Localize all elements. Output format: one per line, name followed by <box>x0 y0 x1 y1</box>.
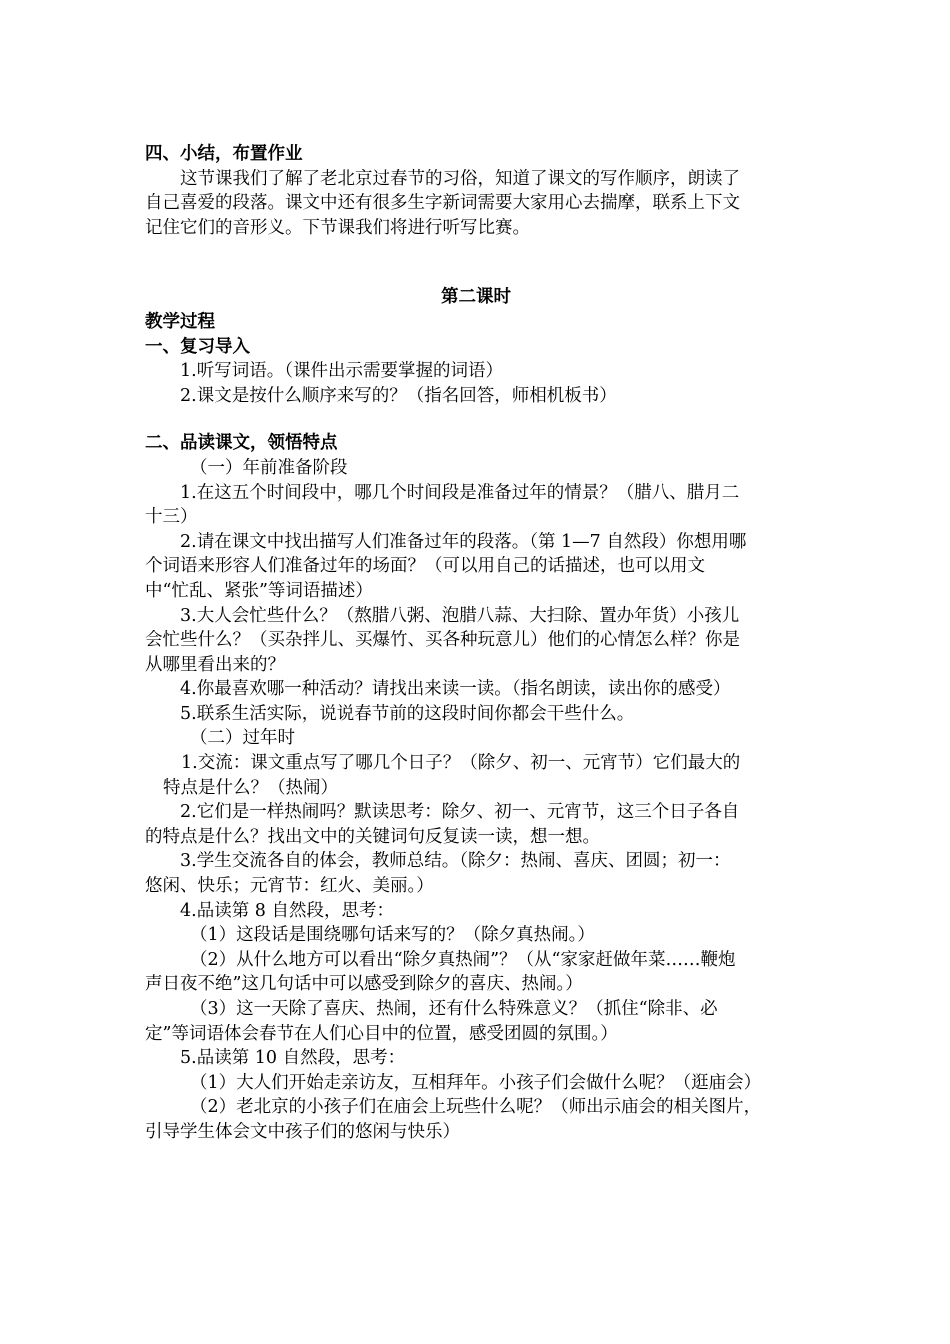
question-line: 从哪里看出来的？ <box>145 654 285 675</box>
sub-question <box>145 1095 807 1144</box>
question-line: （2）从什么地方可以看出“除夕真热闹”？（从“家家赶做年菜……鞭炮 <box>190 949 736 970</box>
question-line: 1.交流：课文重点写了哪几个日子？（除夕、初一、元宵节）它们最大的 <box>181 753 741 774</box>
question-line: 1.在这五个时间段中，哪几个时间段是准备过年的情景？（腊八、腊月二 <box>180 482 740 503</box>
question-line: 2.它们是一样热闹吗？默读思考：除夕、初一、元宵节，这三个日子各自 <box>180 802 740 823</box>
sub-question <box>145 997 807 1046</box>
question-line: 中“忙乱、紧张”等词语描述） <box>145 580 373 601</box>
section-heading-summary: 四、小结，布置作业 <box>145 144 303 164</box>
paragraph-line: 这节课我们了解了老北京过春节的习俗，知道了课文的写作顺序，朗读了 <box>180 168 740 189</box>
review-item: 1.听写词语。（课件出示需要掌握的词语） <box>180 361 503 382</box>
sub-question: （1）这段话是围绕哪句话来写的？（除夕真热闹。） <box>190 925 595 946</box>
paragraph-line: 记住它们的音形义。下节课我们将进行听写比赛。 <box>145 217 530 238</box>
question-item: 5.联系生活实际，说说春节前的这段时间你都会干些什么。 <box>180 703 635 724</box>
sub-question: （1）大人们开始走亲访友，互相拜年。小孩子们会做什么呢？（逛庙会） <box>190 1072 762 1093</box>
subsection-title-newyear: （二）过年时 <box>190 728 295 749</box>
question-item: 4.品读第 8 自然段，思考： <box>180 900 394 921</box>
question-line: 的特点是什么？找出文中的关键词句反复读一读，想一想。 <box>145 826 600 847</box>
question-item <box>145 800 807 849</box>
summary-paragraph <box>145 167 807 241</box>
question-item: 5.品读第 10 自然段，思考： <box>180 1048 406 1069</box>
question-line: 定”等词语体会春节在人们心目中的位置，感受团圆的氛围。） <box>145 1023 618 1044</box>
question-line: 会忙些什么？（买杂拌儿、买爆竹、买各种玩意儿）他们的心情怎么样？你是 <box>145 630 740 651</box>
subsection-title-prep: （一）年前准备阶段 <box>190 457 348 478</box>
question-line: 悠闲、快乐；元宵节：红火、美丽。） <box>145 876 434 897</box>
question-item <box>145 849 807 898</box>
question-line: 3.大人会忙些什么？（熬腊八粥、泡腊八蒜、大扫除、置办年货）小孩儿 <box>180 605 740 626</box>
question-line: 3.学生交流各自的体会，教师总结。（除夕：热闹、喜庆、团圆；初一： <box>180 851 731 872</box>
question-item <box>145 751 807 800</box>
question-line: （3）这一天除了喜庆、热闹，还有什么特殊意义？（抓住“除非、必 <box>190 999 718 1019</box>
question-line: 特点是什么？（热闹） <box>163 777 338 798</box>
question-line: 2.请在课文中找出描写人们准备过年的段落。（第 1—7 自然段）你想用哪 <box>180 531 747 552</box>
question-line: 声日夜不绝”这几句话中可以感受到除夕的喜庆、热闹。） <box>145 974 583 995</box>
question-item <box>145 530 807 604</box>
section-heading-reading: 二、品读课文，领悟特点 <box>145 433 338 454</box>
question-item <box>145 481 807 530</box>
teaching-process-heading: 教学过程 <box>145 311 215 332</box>
paragraph-line: 自己喜爱的段落。课文中还有很多生字新词需要大家用心去揣摩，联系上下文 <box>145 193 740 214</box>
document-content <box>145 142 807 1145</box>
question-item: 4.你最喜欢哪一种活动？请找出来读一读。（指名朗读，读出你的感受） <box>180 679 731 700</box>
question-line: 引导学生体会文中孩子们的悠闲与快乐） <box>145 1121 460 1142</box>
question-line: 个词语来形容人们准备过年的场面？（可以用自己的话描述，也可以用文 <box>145 556 705 577</box>
lesson-title: 第二课时 <box>441 287 511 308</box>
sub-question <box>145 948 807 997</box>
question-item <box>145 604 807 678</box>
section-heading-review: 一、复习导入 <box>145 336 250 357</box>
question-line: （2）老北京的小孩子们在庙会上玩些什么呢？（师出示庙会的相关图片， <box>190 1097 762 1118</box>
review-item: 2.课文是按什么顺序来写的？（指名回答，师相机板书） <box>180 385 617 406</box>
question-line: 十三） <box>145 507 198 528</box>
